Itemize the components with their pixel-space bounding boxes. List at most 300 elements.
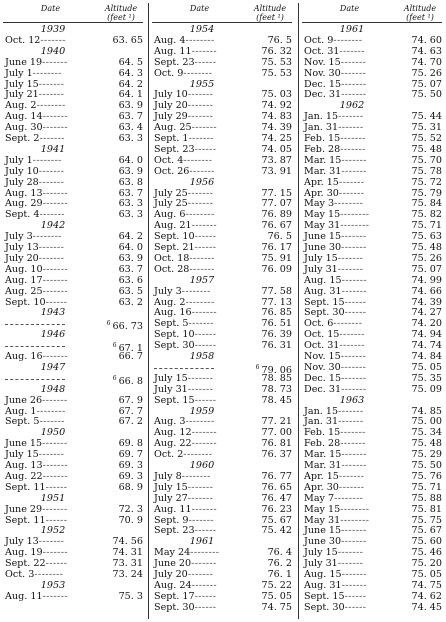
blank-date-line [5, 346, 65, 347]
leader-dots: ------- [341, 154, 367, 166]
altitude-value: 63. 8 [118, 176, 143, 188]
altitude-value: 77. 07 [261, 198, 292, 210]
altitude-value: 75. 71 [411, 220, 442, 232]
date-text: Sept. 5 [5, 416, 40, 428]
leader-dots: ------- [188, 318, 214, 330]
leader-dots: -------- [340, 209, 370, 221]
leader-dots: ------- [338, 481, 365, 493]
year-heading: 1963 [339, 394, 365, 406]
leader-dots: ------ [45, 481, 68, 493]
leader-dots: ------- [42, 351, 69, 362]
date-text: Mar. 31 [304, 460, 342, 471]
leader-dots: ------- [42, 198, 69, 210]
year-heading: 1960 [189, 460, 215, 471]
altitude-header-unit: (feet ¹) [107, 13, 135, 22]
year-heading: 1959 [189, 405, 215, 417]
altitude-header-label: Altitude [403, 4, 437, 13]
altitude-value: 75. 67 [261, 514, 292, 526]
date-text: Sept. 17 [154, 590, 195, 602]
date-text: Sept. 21 [154, 242, 195, 253]
altitude-value: 75. 34 [411, 427, 442, 439]
leader-dots: ------- [187, 111, 214, 123]
date-text: Aug. 22 [5, 470, 43, 482]
leader-dots: ------- [338, 187, 365, 199]
leader-dots: ------- [339, 45, 365, 57]
date-text: Sept. 15 [154, 394, 195, 406]
altitude-value: 63. 65 [112, 34, 143, 46]
year-heading: 1954 [189, 24, 215, 35]
altitude-value: 75. 63 [411, 231, 442, 243]
date-text: July 20 [154, 569, 188, 580]
date-text: May 15 [304, 503, 341, 515]
altitude-header-unit: (feet ¹) [406, 13, 434, 22]
altitude-value: 63. 4 [118, 122, 143, 134]
blank-date-line [5, 324, 65, 325]
date-text: July 15 [5, 78, 39, 90]
date-text: Nov. 30 [304, 361, 341, 373]
table-column-3 [302, 3, 442, 619]
altitude-value: 75. 35 [411, 372, 442, 384]
leader-dots: ------- [42, 547, 69, 559]
year-heading: 1957 [189, 274, 215, 286]
date-text: Aug. 1 [5, 405, 37, 417]
altitude-cell [261, 166, 292, 178]
leader-dots: ------- [42, 503, 68, 515]
altitude-value: 63. 7 [118, 111, 143, 123]
date-text: Sept. 23 [154, 56, 195, 68]
leader-dots: ------- [38, 252, 65, 264]
altitude-value: 74. 60 [411, 34, 442, 46]
leader-dots: ------- [341, 89, 367, 101]
leader-dots: -------- [340, 220, 370, 232]
leader-dots: ------- [337, 547, 364, 559]
date-text: Sept. 30 [154, 601, 195, 613]
date-text: Sept. 5 [154, 318, 189, 330]
date-text: June 15 [304, 231, 342, 243]
date-text: Aug. 24 [154, 579, 192, 591]
date-text: Sept. 10 [154, 329, 195, 341]
table-column-2 [152, 3, 292, 619]
leader-dots: ------- [187, 569, 214, 580]
date-text: July 21 [5, 89, 39, 101]
leader-dots: ------- [191, 220, 218, 232]
leader-dots: ------- [42, 274, 69, 286]
year-heading: 1950 [40, 427, 66, 439]
date-text: May 31 [304, 514, 341, 526]
altitude-value: 75. 48 [411, 143, 442, 155]
altitude-value: 75. 29 [411, 449, 442, 461]
date-text: July 31 [154, 383, 188, 395]
date-text: Sept. 9 [154, 514, 189, 526]
date-text: Sept. 15 [304, 590, 345, 602]
leader-dots: ------- [341, 274, 368, 286]
altitude-value: 76. 5 [267, 231, 292, 243]
altitude-value: 64. 0 [118, 242, 143, 253]
altitude-value: 76. 85 [261, 307, 292, 319]
altitude-value: 75. 22 [261, 579, 292, 591]
date-text: Sept. 23 [154, 525, 195, 537]
leader-dots: ------- [191, 122, 218, 134]
date-text: Aug. 11 [154, 503, 192, 515]
date-header: Date [40, 4, 61, 13]
column-divider [298, 3, 299, 619]
altitude-value: 73. 24 [112, 569, 143, 580]
leader-dots: ------- [188, 514, 214, 526]
altitude-value: 75. 03 [261, 89, 292, 101]
date-text: Aug. 16 [5, 351, 43, 362]
altitude-value: 75. 71 [411, 481, 442, 493]
altitude-value: 73. 31 [112, 558, 143, 570]
date-text: Sept. 10 [154, 231, 195, 243]
altitude-cell [119, 133, 143, 145]
altitude-value: 77. 21 [261, 416, 292, 428]
altitude-value: 63. 9 [118, 100, 143, 112]
altitude-value: 73. 87 [261, 154, 292, 166]
altitude-value: 74. 84 [411, 351, 442, 362]
date-text: July 1 [5, 67, 33, 79]
altitude-header [248, 4, 292, 22]
leader-dots: -------- [340, 503, 370, 515]
leader-dots: -------- [32, 67, 62, 79]
leader-dots: ------- [40, 34, 66, 46]
leader-dots: ------- [339, 340, 365, 352]
year-heading: 1956 [189, 176, 215, 188]
leader-dots: ------- [39, 133, 65, 144]
leader-dots: -------- [183, 67, 213, 79]
altitude-value: 74. 27 [411, 307, 442, 319]
leader-dots: ------- [338, 122, 364, 134]
altitude-value: 75. 09 [411, 383, 442, 395]
date-text: June 15 [5, 438, 43, 450]
leader-dots: ------- [338, 405, 364, 417]
altitude-value: 63. 2 [118, 296, 143, 308]
year-heading: 1946 [40, 329, 66, 341]
altitude-value: 75. 53 [261, 67, 292, 79]
date-text: Aug. 10 [5, 263, 43, 275]
altitude-value: 75. 48 [411, 242, 442, 253]
column-divider [148, 3, 149, 619]
date-text: Oct. 26 [154, 165, 190, 177]
altitude-value: 76. 77 [261, 470, 292, 482]
date-text: Sept. 30 [304, 307, 345, 319]
altitude-value: 74. 25 [261, 133, 292, 144]
altitude-value: 75. 52 [411, 133, 442, 144]
altitude-value: 63. 5 [118, 285, 143, 297]
date-text: Apr. 15 [304, 470, 339, 482]
altitude-cell [119, 591, 143, 603]
altitude-value: 75. 3 [118, 590, 143, 602]
leader-dots: ------- [338, 470, 365, 482]
leader-dots: ------- [340, 351, 367, 362]
altitude-value: 64. 2 [118, 231, 143, 243]
date-text: Aug. 12 [154, 427, 192, 439]
leader-dots: ------- [42, 438, 68, 450]
altitude-value: 75. 78 [411, 165, 442, 177]
leader-dots: ------ [45, 296, 68, 308]
date-text: Aug. 15 [304, 569, 342, 580]
altitude-value: 78. 85 [261, 372, 292, 384]
altitude-value: 77. 15 [261, 187, 292, 199]
altitude-value: 70. 9 [118, 514, 143, 526]
date-text: Nov. 15 [304, 56, 341, 68]
header-rule [302, 22, 442, 23]
date-text: May 31 [304, 220, 341, 232]
footnote-marker: 6 [106, 320, 111, 328]
leader-dots: ------ [45, 514, 68, 526]
year-heading: 1953 [40, 579, 66, 591]
leader-dots: ------- [187, 481, 214, 493]
leader-dots: ------- [341, 231, 367, 243]
date-text: July 15 [304, 547, 338, 559]
leader-dots: ------- [340, 56, 367, 68]
leader-dots: ------- [38, 449, 65, 461]
date-text: Apr. 30 [304, 481, 339, 493]
altitude-value: 72. 3 [118, 503, 143, 515]
altitude-value: 67. 7 [118, 405, 143, 417]
date-text: Jan. 15 [304, 111, 339, 123]
altitude-value: 74. 94 [411, 329, 442, 341]
date-text: July 13 [5, 536, 39, 548]
table-row [152, 602, 292, 614]
altitude-value: 75. 88 [411, 492, 442, 504]
altitude-header [398, 4, 442, 22]
altitude-value: 75. 76 [411, 470, 442, 482]
altitude-value: 79. 06 [261, 365, 292, 377]
altitude-value: 75. 44 [411, 111, 442, 123]
leader-dots: ------- [339, 329, 365, 341]
leader-dots: ------- [189, 263, 215, 275]
leader-dots: ------- [338, 176, 365, 188]
altitude-value: 75. 00 [411, 416, 442, 428]
altitude-value: 66. 7 [118, 351, 143, 362]
altitude-value: 67. 9 [118, 394, 143, 406]
altitude-value: 75. 82 [411, 209, 442, 221]
altitude-cell [113, 373, 143, 388]
altitude-value: 76. 32 [261, 45, 292, 57]
leader-dots: ------- [42, 111, 69, 123]
date-cell [154, 602, 216, 614]
date-text: Sept. 22 [5, 558, 46, 570]
altitude-cell [261, 449, 292, 461]
year-heading: 1940 [40, 45, 66, 57]
altitude-value: 76. 4 [267, 547, 292, 559]
altitude-value: 67. 1 [118, 343, 143, 355]
leader-dots: ------- [189, 165, 215, 177]
altitude-header-unit: (feet ¹) [256, 13, 284, 22]
date-text: Sept. 23 [154, 143, 195, 155]
leader-dots: ------- [191, 503, 218, 515]
leader-dots: ------- [341, 579, 368, 591]
leader-dots: ------- [191, 427, 218, 439]
altitude-value: 76. 39 [261, 329, 292, 341]
leader-dots: ------- [42, 460, 69, 471]
altitude-value: 69. 3 [118, 460, 143, 471]
leader-dots: ------- [341, 536, 367, 548]
date-text: July 25 [154, 187, 188, 199]
date-text: Sept. 15 [304, 296, 345, 308]
altitude-value: 76. 31 [261, 340, 292, 352]
leader-dots: ------- [191, 558, 217, 570]
altitude-value: 64. 0 [118, 154, 143, 166]
date-text: June 30 [304, 242, 342, 253]
altitude-cell [261, 395, 292, 407]
leader-dots: -------- [185, 34, 215, 46]
altitude-value: 74. 39 [261, 122, 292, 134]
altitude-value: 75. 07 [411, 78, 442, 90]
leader-dots: ------- [42, 263, 69, 275]
altitude-value: 78. 73 [261, 383, 292, 395]
altitude-value: 74. 62 [411, 590, 442, 602]
leader-dots: -------- [36, 405, 66, 417]
header-rule [152, 22, 292, 23]
date-text: Apr. 15 [304, 176, 339, 188]
leader-dots: -------- [190, 547, 220, 559]
altitude-value: 75. 50 [411, 460, 442, 471]
date-text: June 15 [304, 525, 342, 537]
altitude-value: 63. 6 [118, 274, 143, 286]
leader-dots: ------- [38, 78, 65, 90]
altitude-value: 75. 20 [411, 558, 442, 570]
altitude-value: 69. 8 [118, 438, 143, 450]
date-text: Dec. 31 [304, 383, 342, 395]
altitude-value: 74. 63 [411, 45, 442, 57]
leader-dots: ------- [341, 525, 367, 537]
date-text: Sept. 10 [5, 296, 46, 308]
altitude-value: 75. 72 [411, 176, 442, 188]
date-text: Aug. 19 [5, 547, 43, 559]
altitude-value: 74. 75 [261, 601, 292, 613]
date-text: July 8 [154, 470, 182, 482]
leader-dots: ------ [344, 601, 367, 613]
date-text: June 19 [5, 56, 43, 68]
date-text: Aug. 14 [5, 111, 43, 123]
leader-dots: ------- [338, 416, 364, 428]
leader-dots: -------- [181, 285, 211, 297]
year-heading: 1939 [40, 24, 66, 35]
year-heading: 1948 [40, 383, 66, 395]
date-text: Jan. 31 [304, 122, 339, 134]
year-heading: 1961 [339, 24, 365, 35]
altitude-value: 66. 8 [118, 375, 143, 387]
altitude-table [3, 3, 443, 619]
leader-dots: ------ [194, 590, 217, 602]
altitude-value: 75. 31 [411, 122, 442, 134]
leader-dots: ------- [38, 176, 65, 188]
date-text: July 15 [304, 252, 338, 264]
altitude-value: 76. 51 [261, 318, 292, 330]
altitude-value: 75. 84 [411, 198, 442, 210]
leader-dots: ------- [42, 470, 69, 482]
date-text: Sept. 11 [5, 514, 46, 526]
leader-dots: ------ [194, 242, 217, 253]
leader-dots: ------ [344, 296, 367, 308]
date-text: Apr. 30 [304, 187, 339, 199]
altitude-value: 75. 70 [411, 154, 442, 166]
leader-dots: ------- [337, 252, 364, 264]
date-text: Aug. 25 [5, 285, 43, 297]
date-text: Aug. 22 [154, 438, 192, 450]
leader-dots: ------- [341, 242, 367, 253]
date-text: Oct. 3 [5, 569, 35, 580]
altitude-value: 67. 2 [118, 416, 143, 428]
date-text: July 13 [5, 242, 39, 253]
leader-dots: -------- [183, 449, 213, 461]
date-text: July 27 [154, 492, 188, 504]
altitude-value: 76. 17 [261, 242, 292, 253]
leader-dots: ------- [191, 307, 218, 319]
altitude-value: 76. 67 [261, 220, 292, 232]
altitude-value: 74. 05 [261, 143, 292, 155]
leader-dots: ------- [189, 252, 215, 264]
leader-dots: ------- [188, 133, 214, 144]
date-text: July 10 [154, 89, 188, 101]
altitude-value: 76. 37 [261, 449, 292, 461]
leader-dots: ------- [341, 372, 367, 384]
date-text: Mar. 15 [304, 449, 342, 461]
altitude-value: 75. 60 [411, 536, 442, 548]
date-text: Feb. 15 [304, 427, 341, 439]
leader-dots: ------ [194, 394, 217, 406]
table-column-1 [3, 3, 143, 619]
altitude-value: 74. 70 [411, 56, 442, 68]
date-text: July 29 [154, 111, 188, 123]
leader-dots: ------- [191, 438, 218, 450]
altitude-value: 74. 92 [261, 100, 292, 112]
leader-dots: ------- [38, 242, 65, 253]
date-text: Mar. 15 [304, 154, 342, 166]
leader-dots: ------- [42, 285, 69, 297]
date-text: Jan. 15 [304, 405, 339, 417]
leader-dots: -------- [333, 318, 363, 330]
leader-dots: ------- [42, 122, 69, 134]
leader-dots: ------- [340, 361, 367, 373]
altitude-value: 75. 05 [411, 569, 442, 580]
leader-dots: ------- [341, 285, 368, 297]
date-text: July 25 [154, 198, 188, 210]
altitude-cell [119, 209, 143, 221]
leader-dots: ------- [340, 67, 367, 79]
date-text: Dec. 31 [304, 89, 342, 101]
date-text: Aug. 13 [5, 187, 43, 199]
leader-dots: -------- [340, 514, 370, 526]
year-heading: 1943 [40, 307, 66, 319]
altitude-value: 63. 3 [118, 209, 143, 221]
header-rule [3, 22, 143, 23]
date-cell [304, 602, 366, 614]
date-text: Aug. 11 [154, 45, 192, 57]
date-text: Aug. 2 [5, 100, 37, 112]
altitude-value: 75. 46 [411, 547, 442, 559]
date-text: Aug. 31 [304, 285, 342, 297]
altitude-cell [112, 569, 143, 581]
date-text: Oct. 9 [304, 34, 334, 46]
leader-dots: ------- [191, 579, 218, 591]
leader-dots: -------- [185, 296, 215, 308]
leader-dots: -------- [185, 209, 215, 221]
altitude-value: 64. 3 [118, 67, 143, 79]
altitude-cell [411, 89, 442, 101]
leader-dots: ------- [337, 263, 364, 275]
date-text: Oct. 6 [304, 318, 334, 330]
date-text: Aug. 21 [154, 220, 192, 232]
leader-dots: ------- [341, 165, 367, 177]
leader-dots: ------- [187, 100, 214, 112]
date-text: May 15 [304, 209, 341, 221]
blank-date-line [154, 368, 214, 369]
date-text: June 29 [5, 503, 43, 515]
altitude-value: 75. 05 [411, 361, 442, 373]
altitude-value: 74. 56 [112, 536, 143, 548]
